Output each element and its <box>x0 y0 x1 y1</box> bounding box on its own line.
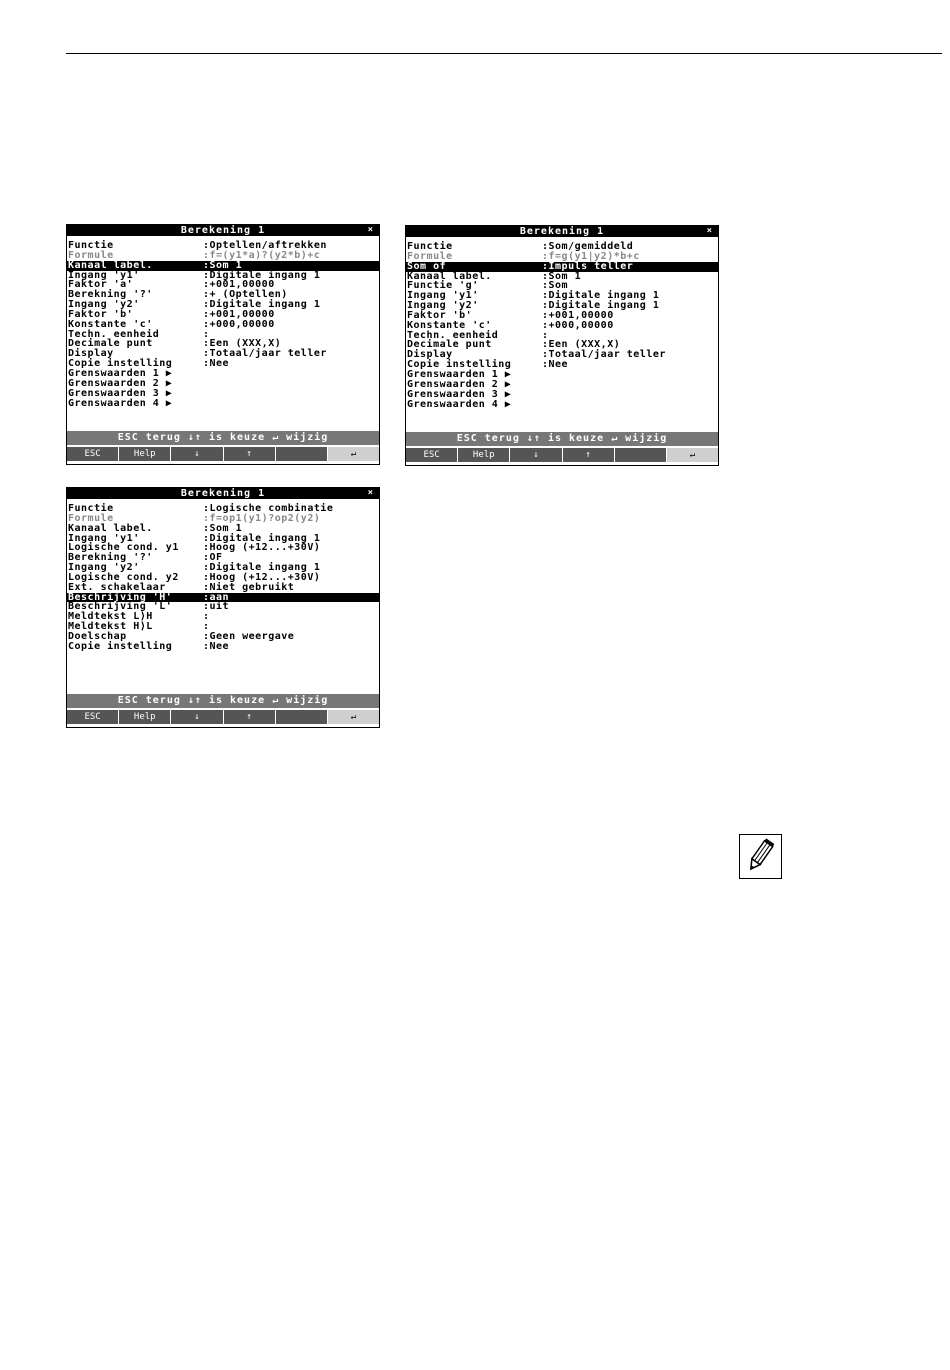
setting-label: Logische cond. y1 <box>68 542 179 554</box>
setting-value: :Digitale ingang 1 <box>203 299 321 311</box>
help-button[interactable]: Help <box>119 447 171 461</box>
setting-label: Formule <box>68 249 114 261</box>
settings-list <box>67 504 379 652</box>
setting-label: Grenswaarden 3 ▶ <box>407 388 512 400</box>
setting-value: :Som 1 <box>203 522 243 534</box>
setting-value: :Hoog (+12...+30V) <box>203 542 321 554</box>
setting-label: Berekning '?' <box>68 289 153 301</box>
help-button[interactable]: Help <box>119 710 171 724</box>
setting-label: Display <box>68 348 114 360</box>
setting-value: :aan <box>203 591 230 603</box>
setting-value: :Optellen/aftrekken <box>203 240 327 251</box>
enter-button[interactable]: ↵ <box>328 447 379 461</box>
setting-label: Copie instelling <box>407 359 512 371</box>
setting-value: :Totaal/jaar teller <box>203 348 327 360</box>
setting-label: Grenswaarden 3 ▶ <box>68 387 173 399</box>
status-bar: ESC terug ↓↑ is keuze ↵ wijzig <box>67 694 379 708</box>
down-button[interactable]: ↓ <box>171 710 223 724</box>
window-titlebar <box>67 225 379 236</box>
setting-label: Konstante 'c' <box>407 319 492 331</box>
setting-value: :Geen weergave <box>203 630 295 642</box>
setting-value: : <box>542 329 549 341</box>
empty-softkey[interactable] <box>615 448 667 462</box>
setting-label: Ingang 'y2' <box>68 562 140 574</box>
setting-label: Grenswaarden 1 ▶ <box>407 368 512 380</box>
setting-value: :+000,00000 <box>542 319 614 331</box>
setting-value: :Een (XXX,X) <box>542 339 621 351</box>
setting-label: Grenswaarden 4 ▶ <box>68 397 173 409</box>
setting-value: :Som 1 <box>203 259 243 271</box>
setting-label: Ingang 'y1' <box>407 290 479 302</box>
setting-label: Faktor 'a' <box>68 279 134 291</box>
window-title: Berekening 1 <box>180 225 266 236</box>
setting-value: :Digitale ingang 1 <box>203 562 321 574</box>
setting-label: Techn. eenheid <box>68 328 160 340</box>
setting-label: Ext. schakelaar <box>68 581 166 593</box>
status-bar: ESC terug ↓↑ is keuze ↵ wijzig <box>67 431 379 445</box>
setting-label: Grenswaarden 2 ▶ <box>407 378 512 390</box>
setting-value: :Nee <box>203 358 230 370</box>
setting-label: Ingang 'y2' <box>407 300 479 312</box>
softkey-bar <box>67 446 379 464</box>
setting-value: :+001,00000 <box>203 308 275 320</box>
esc-button[interactable]: ESC <box>406 448 458 462</box>
setting-row[interactable] <box>67 642 379 652</box>
setting-label: Grenswaarden 2 ▶ <box>68 377 173 389</box>
setting-value: :Impuls teller <box>542 260 634 272</box>
setting-value: :Een (XXX,X) <box>203 338 282 350</box>
setting-value: :OF <box>203 552 223 564</box>
up-button[interactable]: ↑ <box>224 710 276 724</box>
setting-label: Functie <box>407 241 453 252</box>
setting-label: Beschrijving 'H' <box>68 591 173 603</box>
close-icon[interactable]: × <box>367 225 373 235</box>
window-titlebar <box>67 488 379 499</box>
setting-label: Doelschap <box>68 630 127 642</box>
close-icon[interactable]: × <box>367 488 373 498</box>
setting-value: :Digitale ingang 1 <box>203 532 321 544</box>
down-button[interactable]: ↓ <box>171 447 223 461</box>
window-titlebar <box>406 226 718 237</box>
down-button[interactable]: ↓ <box>510 448 562 462</box>
setting-label: Ingang 'y1' <box>68 269 140 281</box>
setting-label: Functie 'g' <box>407 280 479 292</box>
close-icon[interactable]: × <box>706 226 712 236</box>
pencil-icon <box>739 834 782 879</box>
setting-value: :Digitale ingang 1 <box>542 300 660 312</box>
window-title: Berekening 1 <box>519 226 605 237</box>
setting-value: :Digitale ingang 1 <box>203 269 321 281</box>
setting-label: Kanaal label. <box>68 259 153 271</box>
empty-softkey[interactable] <box>276 447 328 461</box>
setting-label: Decimale punt <box>68 338 153 350</box>
up-button[interactable]: ↑ <box>224 447 276 461</box>
setting-value: : <box>203 611 210 623</box>
setting-value: :Hoog (+12...+30V) <box>203 571 321 583</box>
setting-value: :Totaal/jaar teller <box>542 349 666 361</box>
setting-label: Kanaal label. <box>407 270 492 282</box>
settings-list <box>406 242 718 409</box>
setting-label: Faktor 'b' <box>68 308 134 320</box>
setting-row[interactable] <box>406 400 718 410</box>
setting-value: :Nee <box>203 640 230 652</box>
setting-value: :Logische combinatie <box>203 503 334 514</box>
setting-value: :Som <box>542 280 569 292</box>
setting-value: :f=op1(y1)?op2(y2) <box>203 512 321 524</box>
softkey-bar <box>406 447 718 465</box>
setting-label: Copie instelling <box>68 640 173 652</box>
setting-value: :+001,00000 <box>203 279 275 291</box>
setting-value: :f=(y1*a)?(y2*b)+c <box>203 249 321 261</box>
setting-label: Decimale punt <box>407 339 492 351</box>
setting-value: :f=g(y1|y2)*b+c <box>542 250 640 262</box>
setting-label: Kanaal label. <box>68 522 153 534</box>
setting-label: Konstante 'c' <box>68 318 153 330</box>
setting-label: Beschrijving 'L' <box>68 601 173 613</box>
setting-label: Formule <box>407 250 453 262</box>
setting-label: Techn. eenheid <box>407 329 499 341</box>
setting-label: Copie instelling <box>68 358 173 370</box>
setting-label: Functie <box>68 240 114 251</box>
setting-label: Display <box>407 349 453 361</box>
setting-label: Meldtekst H⟩L <box>68 621 153 633</box>
setting-value: :+ (Optellen) <box>203 289 288 301</box>
setting-label: Berekning '?' <box>68 552 153 564</box>
up-button[interactable]: ↑ <box>563 448 615 462</box>
setting-value: : <box>203 621 210 633</box>
softkey-bar <box>67 709 379 727</box>
enter-button[interactable]: ↵ <box>328 710 379 724</box>
settings-list <box>67 241 379 408</box>
setting-row[interactable] <box>67 399 379 409</box>
esc-button[interactable]: ESC <box>67 710 119 724</box>
screen-optellen-aftrekken <box>66 224 380 465</box>
setting-label: Ingang 'y1' <box>68 532 140 544</box>
setting-label: Ingang 'y2' <box>68 299 140 311</box>
setting-label: Faktor 'b' <box>407 309 473 321</box>
top-rule <box>66 53 942 54</box>
setting-label: Som of <box>407 260 447 272</box>
empty-softkey[interactable] <box>276 710 328 724</box>
status-bar: ESC terug ↓↑ is keuze ↵ wijzig <box>406 432 718 446</box>
setting-value: :+001,00000 <box>542 309 614 321</box>
enter-button[interactable]: ↵ <box>667 448 718 462</box>
help-button[interactable]: Help <box>458 448 510 462</box>
setting-value: :Som 1 <box>542 270 582 282</box>
setting-value: :Niet gebruikt <box>203 581 295 593</box>
screen-som-gemiddeld <box>405 225 719 466</box>
esc-button[interactable]: ESC <box>67 447 119 461</box>
setting-label: Functie <box>68 503 114 514</box>
setting-value: :Digitale ingang 1 <box>542 290 660 302</box>
setting-label: Logische cond. y2 <box>68 571 179 583</box>
setting-value: :+000,00000 <box>203 318 275 330</box>
setting-label: Formule <box>68 512 114 524</box>
setting-value: : <box>203 328 210 340</box>
setting-label: Grenswaarden 1 ▶ <box>68 367 173 379</box>
setting-value: :uit <box>203 601 230 613</box>
screen-logische-combinatie <box>66 487 380 728</box>
setting-value: :Nee <box>542 359 569 371</box>
setting-label: Grenswaarden 4 ▶ <box>407 398 512 410</box>
setting-value: :Som/gemiddeld <box>542 241 634 252</box>
setting-label: Meldtekst L⟩H <box>68 611 153 623</box>
window-title: Berekening 1 <box>180 488 266 499</box>
